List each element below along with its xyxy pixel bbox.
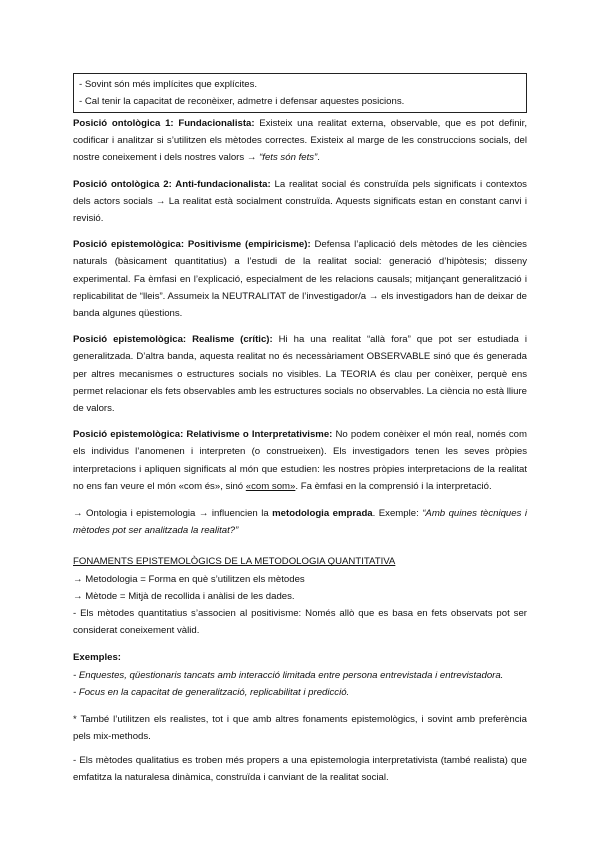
example-item-2: - Focus en la capacitat de generalització, replicabilitat i predicció. xyxy=(73,686,350,698)
section-quantitative xyxy=(73,553,527,639)
methodology-mid: . Exemple: xyxy=(372,508,423,520)
positivism-text: Defensa l’aplicació dels mètodes de les ciències naturals (bàsicament quantitatius) a l’estudi de la realitat social: generació d’hipòtesis; disseny experimental. Fa èmfasi en l’explicació, especialment de les relacions causals; mitjançant generalització i replicabilitat de “lleis”. Assumeix la NEUTRALITAT de l’investigador/a → els investigadors han de deixar de banda algunes qüestions. xyxy=(73,239,527,320)
ontological-2-text: La realitat social és construïda pels significats i contextos dels actors socials → La realitat està socialment construïda. Aquests significats estan en constant canvi i revisió. xyxy=(73,178,527,225)
note-realists: * També l’utilitzen els realistes, tot i que amb altres fonaments epistemològics, i sovint amb preferència pels mix-methods. xyxy=(73,714,527,743)
paragraph-ontological-1 xyxy=(73,115,527,167)
note-qualitative: - Els mètodes qualitatius es troben més propers a una epistemologia interpretativista (també realista) que emfatitza la naturalesa dinàmica, construïda i canviant de la realitat social. xyxy=(73,754,527,783)
box-line-1: - Sovint són més implícites que explícites. xyxy=(79,79,258,90)
ontological-1-quote: “fets són fets” xyxy=(259,152,318,164)
paragraph-methodology xyxy=(73,505,527,539)
paragraph-realism xyxy=(73,331,527,417)
ontological-2-label: Posició ontològica 2: Anti-fundacionalista: xyxy=(73,178,271,190)
realism-text: Hi ha una realitat “allà fora” que pot ser estudiada i generalitzada. D’altra banda, aquesta realitat no és necessàriament OBSERVABLE sinó que és generada per altres mecanismes o estructures socials no visibles. La TEORIA és clau per conèixer, perquè ens permet relacionar els fets observables amb les estructures socials no observables. La ciència no està lliure de valors. xyxy=(73,334,527,415)
ontological-1-text: Existeix una realitat externa, observable, que es pot definir, codificar i analitzar si s’utilitzen els mètodes correctes. Existeix al marge de les construccions socials, del nostre coneixement i dels nostres valors → xyxy=(73,118,528,164)
relativism-text: No podem conèixer el món real, només com els individus l’anomenen i interpreten (o construeixen). Els investigadors tenen les seves pròpies interpretacions i apliquen significats al món que estudien: les nostres pròpies interpretacions de la realitat no ens fan veure el món «com és», sinó xyxy=(73,429,527,492)
relativism-underlined: «com som» xyxy=(245,480,296,492)
paragraph-positivism xyxy=(73,236,527,322)
paragraph-relativism xyxy=(73,426,527,495)
section-line-1: → Metodologia = Forma en què s’utilitzen els mètodes xyxy=(73,573,305,585)
section-line-2: → Mètode = Mitjà de recollida i anàlisi de les dades. xyxy=(73,590,295,602)
section-heading: FONAMENTS EPISTEMOLÒGICS DE LA METODOLOGIA QUANTITATIVA xyxy=(73,556,396,568)
positivism-label: Posició epistemològica: Positivisme (empiricisme): xyxy=(73,239,311,251)
relativism-label: Posició epistemològica: Relativisme o Interpretativisme: xyxy=(73,429,333,441)
relativism-end: . Fa èmfasi en la comprensió i la interpretació. xyxy=(295,480,492,492)
ontological-1-label: Posició ontològica 1: Fundacionalista: xyxy=(73,118,255,129)
methodology-question: “Amb quines tècniques i mètodes pot ser analitzada la realitat?” xyxy=(73,508,527,537)
example-item-1: - Enquestes, qüestionaris tancats amb interacció limitada entre persona entrevistada i entrevistadora. xyxy=(73,669,504,681)
examples-heading: Exemples: xyxy=(73,652,121,664)
ontological-1-end: . xyxy=(317,152,320,164)
methodology-bold: metodologia emprada xyxy=(272,508,373,520)
section-line-3: - Els mètodes quantitatius s’associen al positivisme: Només allò que es basa en fets observats pot ser considerat coneixement vàlid. xyxy=(73,608,527,637)
paragraph-ontological-2 xyxy=(73,176,527,228)
examples-block xyxy=(73,649,527,701)
note-box xyxy=(73,73,527,113)
box-line-2: - Cal tenir la capacitat de reconèixer, admetre i defensar aquestes posicions. xyxy=(79,95,405,107)
realism-label: Posició epistemològica: Realisme (crític): xyxy=(73,334,273,346)
document-page xyxy=(73,73,527,786)
methodology-text: → Ontologia i epistemologia → influencien la xyxy=(73,508,273,520)
